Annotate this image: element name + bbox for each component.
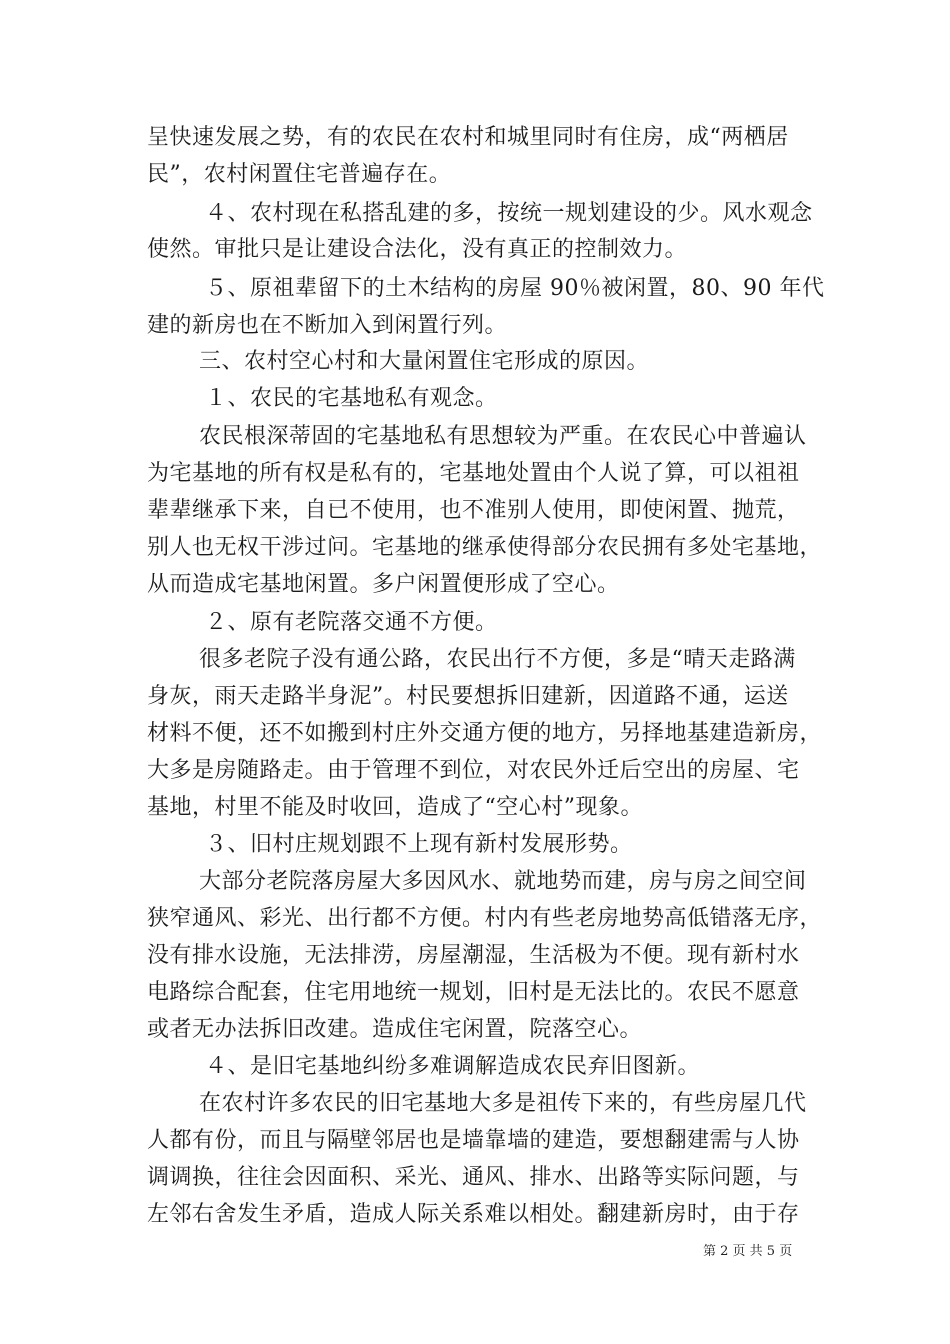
text-line: 基地，村里不能及时收回，造成了“空心村”现象。: [147, 795, 643, 820]
text-line: 为宅基地的所有权是私有的，宅基地处置由个人说了算，可以祖祖: [147, 461, 800, 486]
text-line: 呈快速发展之势，有的农民在农村和城里同时有住房，成“两栖居: [147, 125, 789, 150]
page-number: 第 2 页 共 5 页: [703, 1244, 793, 1259]
text-line: 民”，农村闲置住宅普遍存在。: [147, 162, 452, 187]
text-line: 很多老院子没有通公路，农民出行不方便，多是“晴天走路满: [199, 647, 796, 672]
subheading: １、农民的宅基地私有观念。: [205, 386, 498, 411]
text-line: 没有排水设施，无法排涝，房屋潮湿，生活极为不便。现有新村水: [147, 943, 800, 968]
subheading: ３、旧村庄规划跟不上现有新村发展形势。: [205, 832, 633, 857]
text-line: 在农村许多农民的旧宅基地大多是祖传下来的，有些房屋几代: [199, 1091, 807, 1116]
text-line: 电路综合配套，住宅用地统一规划，旧村是无法比的。农民不愿意: [147, 980, 800, 1005]
text-line: 别人也无权干涉过问。宅基地的继承使得部分农民拥有多处宅基地，: [147, 535, 823, 560]
section-heading: 三、农村空心村和大量闲置住宅形成的原因。: [199, 349, 650, 374]
text-line: 人都有份，而且与隔壁邻居也是墙靠墙的建造，要想翻建需与人协: [147, 1128, 800, 1153]
text-line: 身灰，雨天走路半身泥”。村民要想拆旧建新，因道路不通，运送: [147, 684, 789, 709]
text-line: 大部分老院落房屋大多因风水、就地势而建，房与房之间空间: [199, 869, 807, 894]
text-line: 从而造成宅基地闲置。多户闲置便形成了空心。: [147, 572, 620, 597]
text-line: 或者无办法拆旧改建。造成住宅闲置，院落空心。: [147, 1017, 643, 1042]
text-line: 材料不便，还不如搬到村庄外交通方便的地方，另择地基建造新房，: [147, 721, 823, 746]
text-line: 左邻右舍发生矛盾，造成人际关系难以相处。翻建新房时，由于存: [147, 1202, 800, 1227]
text-line: 调调换，往往会因面积、采光、通风、排水、出路等实际问题，与: [147, 1165, 800, 1190]
text-line: 大多是房随路走。由于管理不到位，对农民外迁后空出的房屋、宅: [147, 758, 800, 783]
subheading: ４、是旧宅基地纠纷多难调解造成农民弃旧图新。: [205, 1054, 701, 1079]
text-line: 狭窄通风、彩光、出行都不方便。村内有些老房地势高低错落无序，: [147, 906, 823, 931]
text-line: ４、农村现在私搭乱建的多，按统一规划建设的少。风水观念: [205, 201, 813, 226]
text-line: 辈辈继承下来，自已不使用，也不准别人使用，即使闲置、抛荒，: [147, 498, 800, 523]
text-line: 使然。审批只是让建设合法化，没有真正的控制效力。: [147, 237, 688, 262]
text-line: 农民根深蒂固的宅基地私有思想较为严重。在农民心中普遍认: [199, 424, 807, 449]
text-line: ５、原祖辈留下的土木结构的房屋 90％被闲置，80、90 年代: [205, 276, 825, 301]
text-line: 建的新房也在不断加入到闲置行列。: [147, 313, 508, 338]
subheading: ２、原有老院落交通不方便。: [205, 610, 498, 635]
